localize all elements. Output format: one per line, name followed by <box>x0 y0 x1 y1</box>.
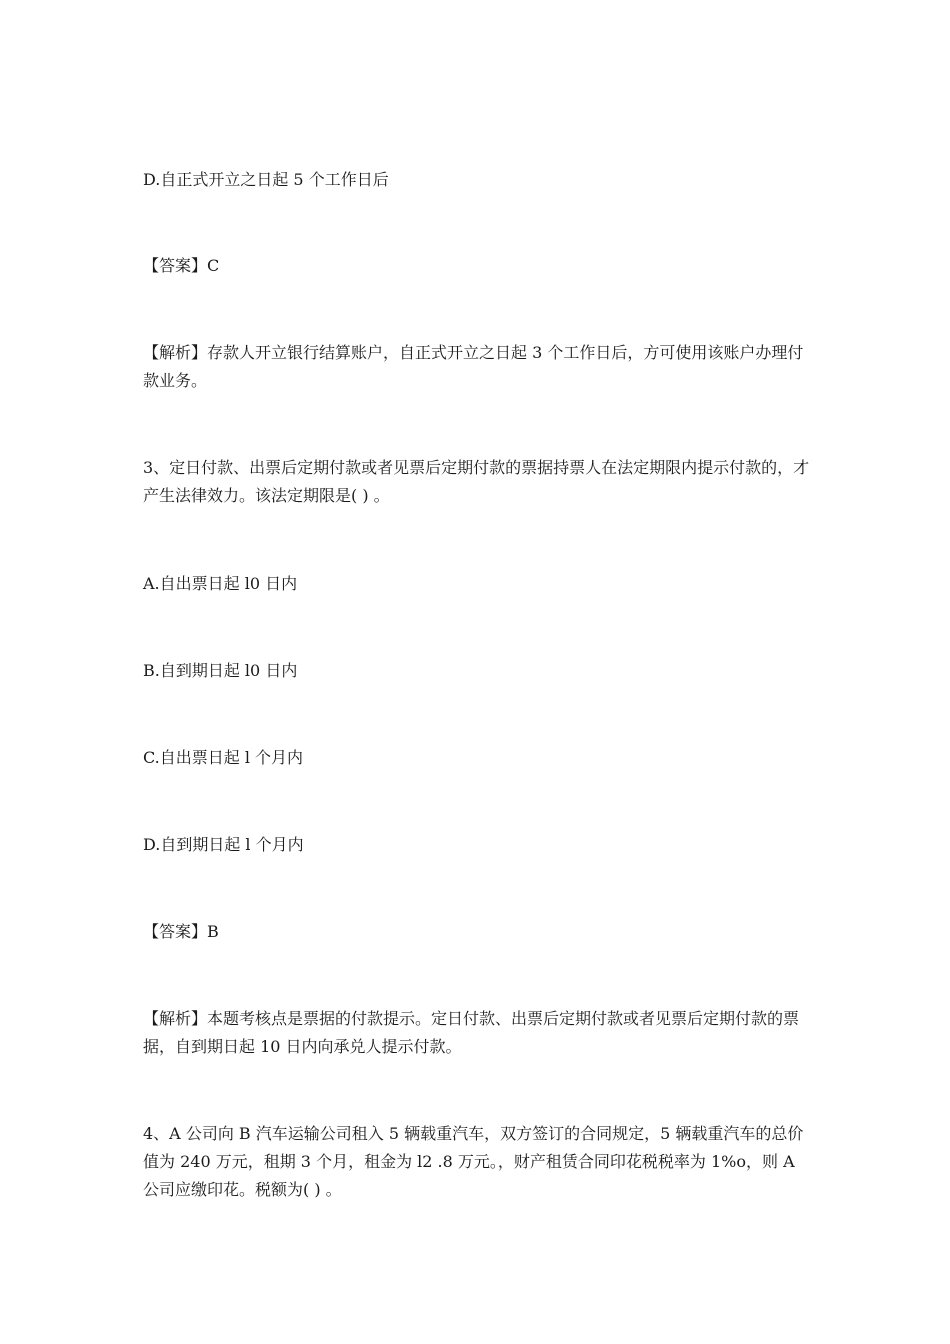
q4-question: 4、A 公司向 B 汽车运输公司租入 5 辆载重汽车，双方签订的合同规定，5 辆载重汽车的总价值为 240 万元，租期 3 个月，租金为 l2 .8 万元。，财产租赁合同印花税税率为 1%o，则 A 公司应缴印花。税额为( ) 。 <box>143 1124 804 1199</box>
q3-option-a: A.自出票日起 l0 日内 <box>143 574 298 593</box>
q3-analysis: 【解析】本题考核点是票据的付款提示。定日付款、出票后定期付款或者见票后定期付款的票据，自到期日起 10 日内向承兑人提示付款。 <box>143 1009 800 1056</box>
q2-analysis: 【解析】存款人开立银行结算账户，自正式开立之日起 3 个工作日后，方可使用该账户办理付款业务。 <box>143 343 804 390</box>
q2-answer: 【答案】C <box>143 256 220 275</box>
q3-option-d: D.自到期日起 l 个月内 <box>143 835 304 854</box>
q2-option-d: D.自正式开立之日起 5 个工作日后 <box>143 170 389 189</box>
q3-option-c: C.自出票日起 l 个月内 <box>143 748 304 767</box>
q3-option-b: B.自到期日起 l0 日内 <box>143 661 298 680</box>
q3-question: 3、定日付款、出票后定期付款或者见票后定期付款的票据持票人在法定期限内提示付款的，才产生法律效力。该法定期限是( ) 。 <box>143 458 810 505</box>
q3-answer: 【答案】B <box>143 922 219 941</box>
